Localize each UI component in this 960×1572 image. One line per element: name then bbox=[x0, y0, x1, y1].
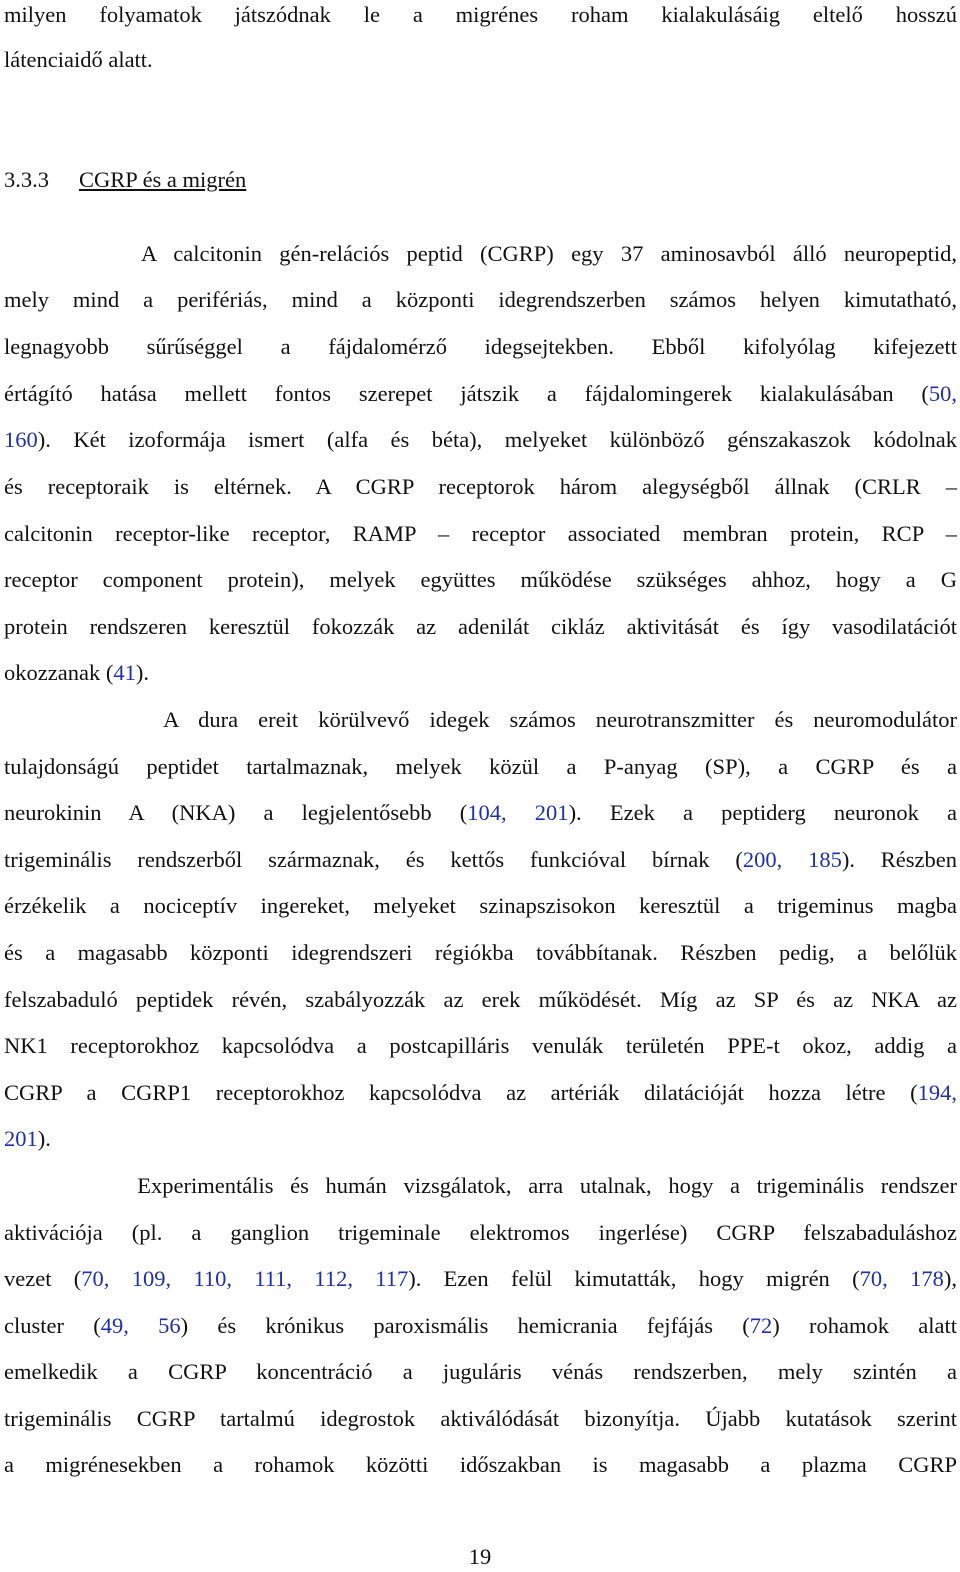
citation-link[interactable]: 72 bbox=[749, 1313, 773, 1338]
text-line: a migrénesekben a rohamok közötti időszakban is magasabb a plazma CGRP bbox=[4, 1452, 957, 1477]
text-line: legnagyobb sűrűséggel a fájdalomérző idegsejtekben. Ebből kifolyólag kifejezett bbox=[4, 334, 957, 359]
page-number: 19 bbox=[468, 1544, 492, 1569]
text-line: 160). Két izoformája ismert (alfa és béta), melyeket különböző génszakaszok kódolnak bbox=[4, 427, 957, 452]
text-line: okozzanak (41). bbox=[4, 660, 149, 685]
text-line: calcitonin receptor-like receptor, RAMP – receptor associated membran protein, RCP – bbox=[4, 521, 957, 546]
citation-link[interactable]: 50, bbox=[928, 381, 957, 406]
text-line: felszabaduló peptidek révén, szabályozzák az erek működését. Míg az SP és az NKA az bbox=[4, 987, 957, 1012]
citation-link[interactable]: 194, bbox=[917, 1080, 957, 1105]
citation-link[interactable]: 201 bbox=[4, 1126, 38, 1151]
text-line: és a magasabb központi idegrendszeri régiókba továbbítanak. Részben pedig, a belőlük bbox=[4, 940, 957, 965]
section-number: 3.3.3 bbox=[4, 167, 49, 192]
section-title: CGRP és a migrén bbox=[79, 167, 247, 192]
text-line: 201). bbox=[4, 1126, 51, 1151]
citation-link[interactable]: 160 bbox=[4, 427, 38, 452]
text-line: trigeminális CGRP tartalmú idegrostok aktiválódását bizonyítja. Újabb kutatások szerint bbox=[4, 1406, 957, 1431]
text-line: értágító hatása mellett fontos szerepet játszik a fájdalomingerek kialakulásában (50, bbox=[4, 381, 957, 406]
section-heading bbox=[4, 165, 246, 195]
text-line: és receptoraik is eltérnek. A CGRP receptorok három alegységből állnak (CRLR – bbox=[4, 474, 957, 499]
text-line: protein rendszeren keresztül fokozzák az adenilát cikláz aktivitását és így vasodilatációt bbox=[4, 614, 957, 639]
citation-link[interactable]: 200, 185 bbox=[742, 847, 842, 872]
text-line: cluster (49, 56) és krónikus paroxismális hemicrania fejfájás (72) rohamok alatt bbox=[4, 1313, 958, 1338]
text-line: trigeminális rendszerből származnak, és kettős funkcióval bírnak (200, 185). Részben bbox=[4, 847, 958, 872]
text-line: érzékelik a nociceptív ingereket, melyeket szinapszisokon keresztül a trigeminus magba bbox=[4, 893, 957, 918]
text-line: látenciaidő alatt. bbox=[4, 47, 153, 72]
text-line: tulajdonságú peptidet tartalmaznak, melyek közül a P-anyag (SP), a CGRP és a bbox=[4, 754, 957, 779]
text-line: emelkedik a CGRP koncentráció a juguláris vénás rendszerben, mely szintén a bbox=[4, 1359, 957, 1384]
text-line: NK1 receptorokhoz kapcsolódva a postcapilláris venulák területén PPE-t okoz, addig a bbox=[4, 1033, 957, 1058]
citation-link[interactable]: 70, 109, 110, 111, 112, 117 bbox=[81, 1266, 409, 1291]
text-line: receptor component protein), melyek együttes működése szükséges ahhoz, hogy a G bbox=[4, 567, 957, 592]
text-line: A dura ereit körülvevő idegek számos neurotranszmitter és neuromodulátor bbox=[4, 707, 957, 732]
text-line: CGRP a CGRP1 receptorokhoz kapcsolódva az artériák dilatációját hozza létre (194, bbox=[4, 1080, 957, 1105]
citation-link[interactable]: 104, 201 bbox=[467, 800, 569, 825]
text-line: milyen folyamatok játszódnak le a migrénes roham kialakulásáig eltelő hosszú bbox=[4, 2, 957, 27]
text-line: mely mind a perifériás, mind a központi idegrendszerben számos helyen kimutatható, bbox=[4, 287, 957, 312]
text-line: A calcitonin gén-relációs peptid (CGRP) egy 37 aminosavból álló neuropeptid, bbox=[4, 241, 957, 266]
text-line: neurokinin A (NKA) a legjelentősebb (104, 201). Ezek a peptiderg neuronok a bbox=[4, 800, 957, 825]
citation-link[interactable]: 70, 178 bbox=[859, 1266, 944, 1291]
citation-link[interactable]: 41 bbox=[113, 660, 136, 685]
citation-link[interactable]: 49, 56 bbox=[100, 1313, 181, 1338]
text-line: Experimentális és humán vizsgálatok, arra utalnak, hogy a trigeminális rendszer bbox=[4, 1173, 957, 1198]
text-line: aktivációja (pl. a ganglion trigeminale elektromos ingerlése) CGRP felszabaduláshoz bbox=[4, 1220, 957, 1245]
text-line: vezet (70, 109, 110, 111, 112, 117). Ezen felül kimutatták, hogy migrén (70, 178), bbox=[4, 1266, 957, 1291]
